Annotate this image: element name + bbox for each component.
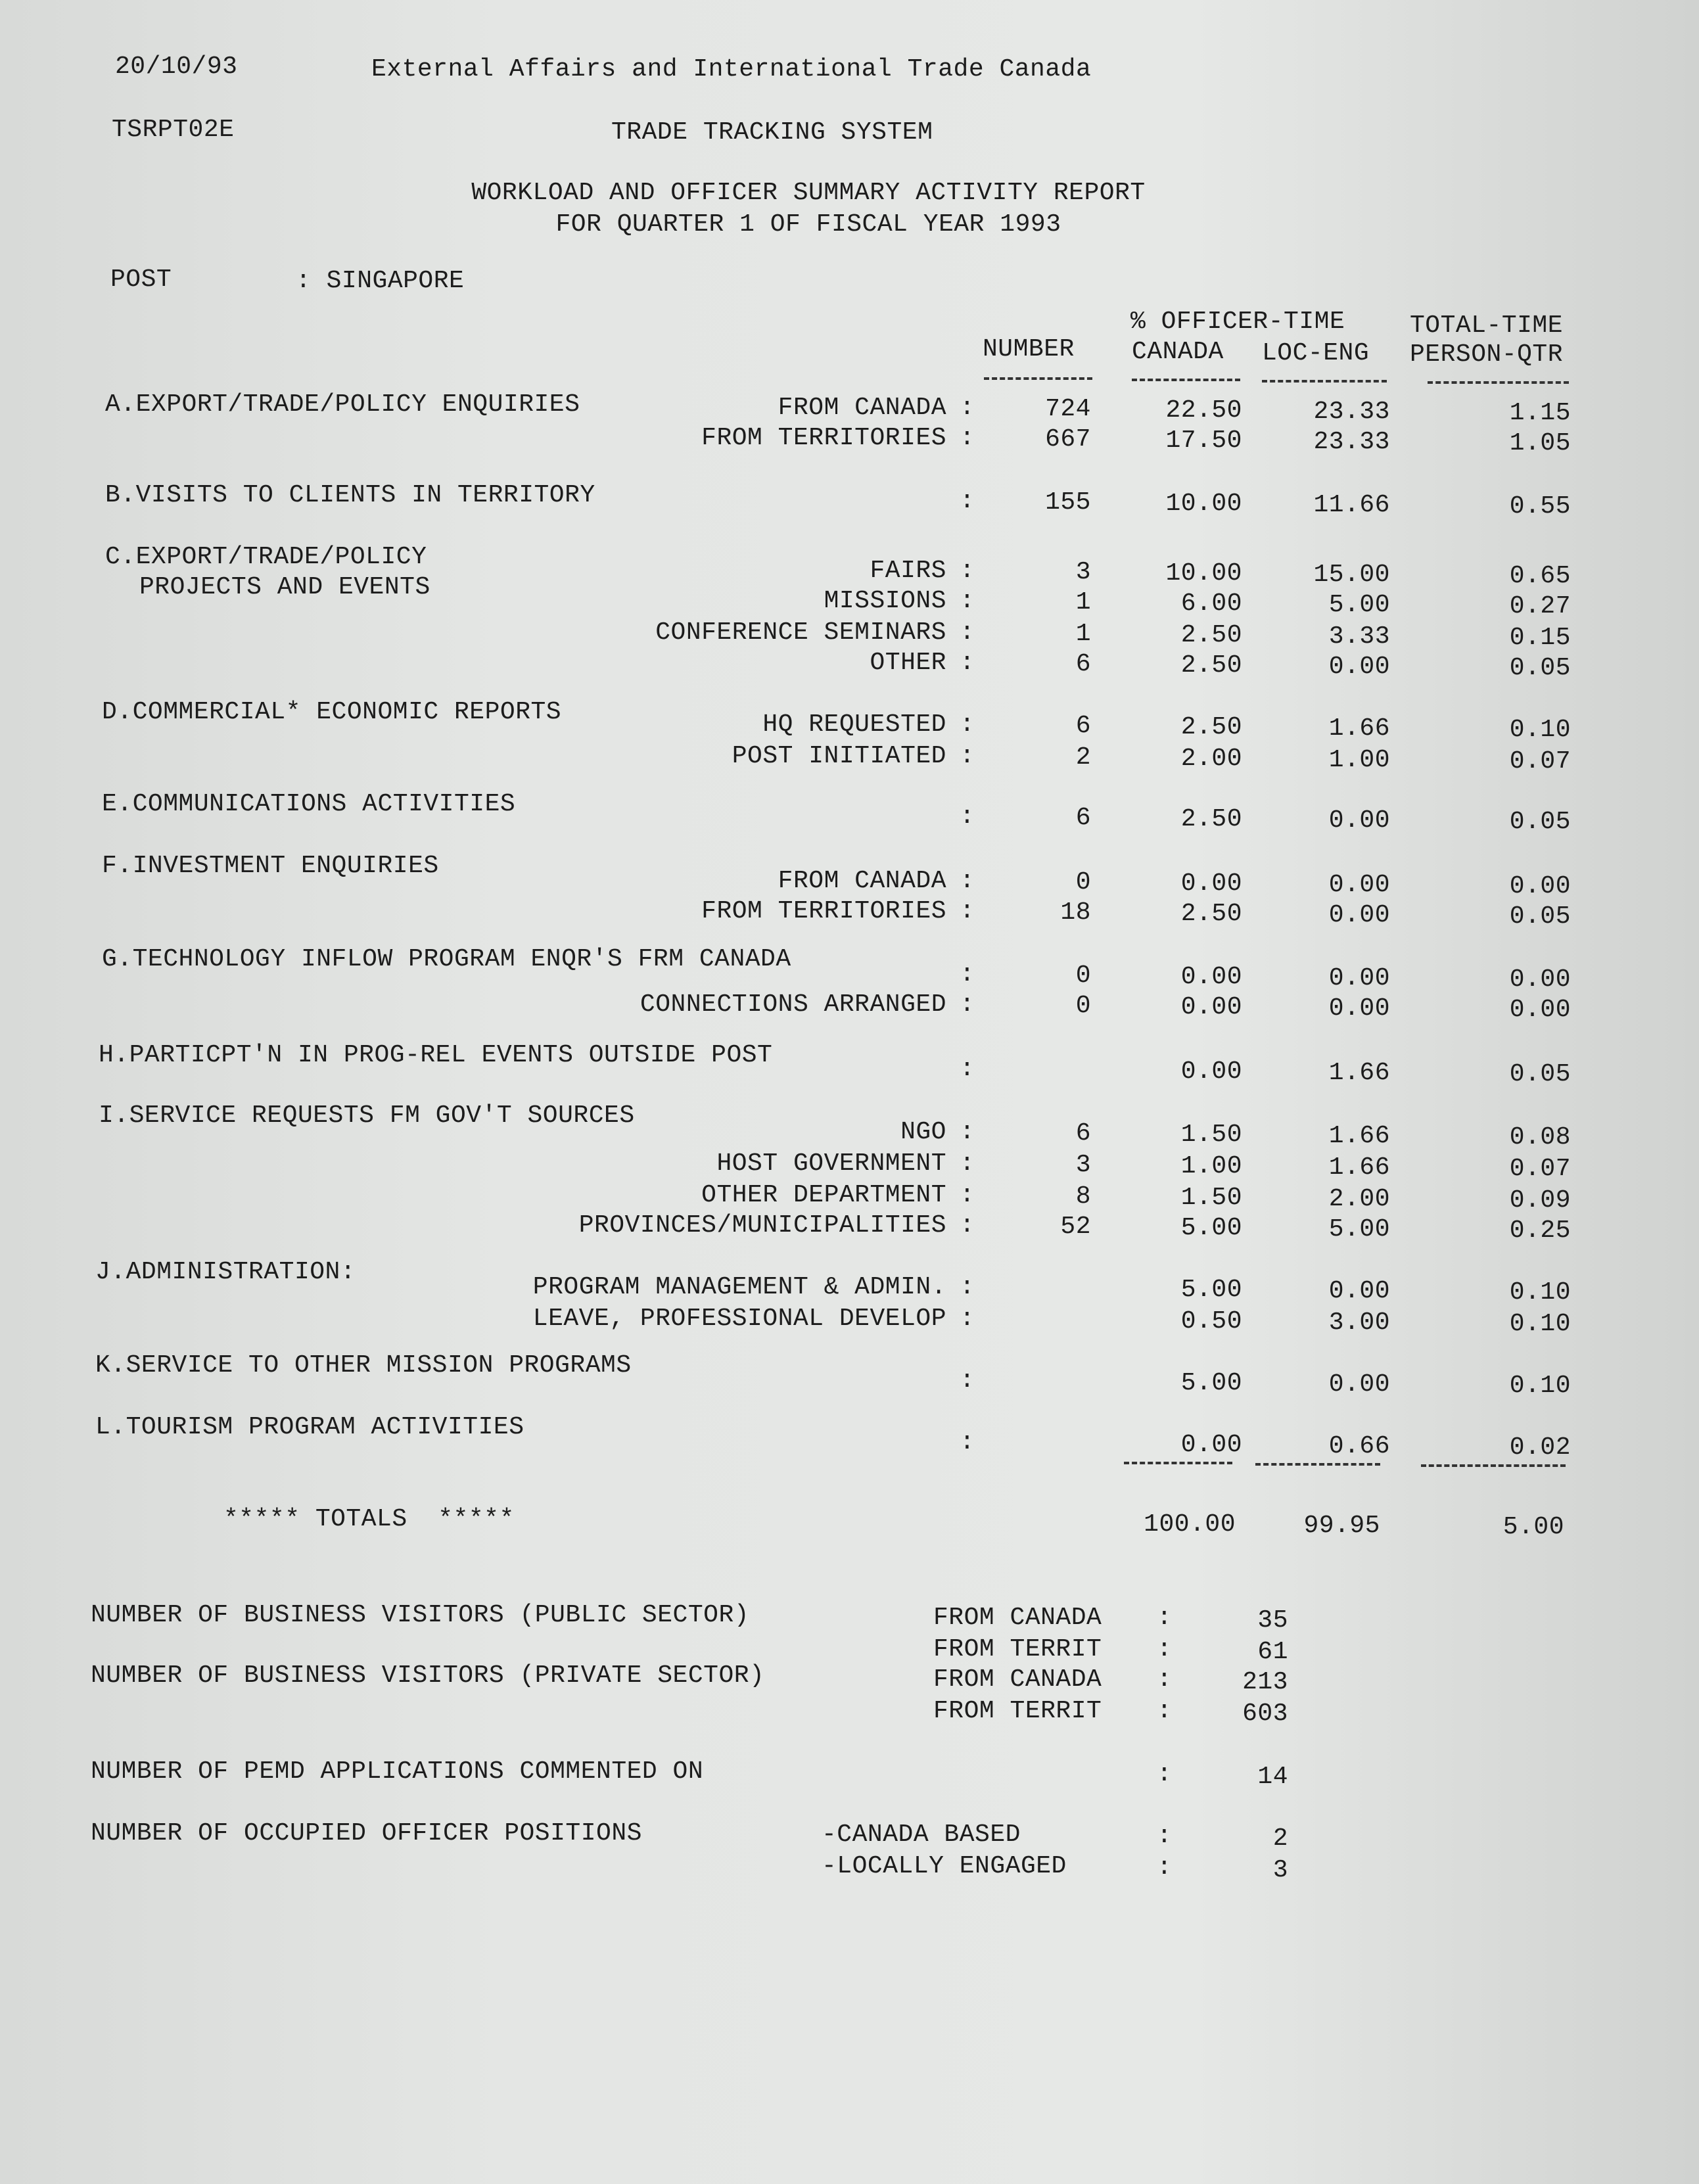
section-a-label: A.EXPORT/TRADE/POLICY ENQUIRIES — [105, 390, 580, 419]
row-number: 0 — [1075, 992, 1091, 1020]
col-header-officer-time: % OFFICER-TIME — [1130, 308, 1345, 336]
row-loc-eng-pct: 0.66 — [1328, 1432, 1390, 1460]
row-canada-pct: 0.50 — [1180, 1307, 1242, 1336]
row-colon: : — [960, 1366, 975, 1395]
row-canada-pct: 2.00 — [1180, 745, 1242, 773]
col-header-person-qtr: PERSON-QTR — [1410, 340, 1564, 369]
row-sublabel: NGO — [900, 1118, 946, 1146]
section-c-label-2: PROJECTS AND EVENTS — [139, 573, 431, 601]
row-number: 155 — [1045, 488, 1091, 517]
totals-loc-eng: 99.95 — [1303, 1512, 1380, 1540]
row-sublabel: HOST GOVERNMENT — [716, 1150, 946, 1178]
row-canada-pct: 5.00 — [1180, 1276, 1242, 1304]
row-canada-pct: 1.00 — [1180, 1152, 1242, 1180]
visitors-public-canada-value: 35 — [1257, 1606, 1288, 1635]
row-number: 18 — [1060, 898, 1091, 927]
row-loc-eng-pct: 15.00 — [1313, 561, 1390, 589]
section-c-label: C.EXPORT/TRADE/POLICY — [105, 543, 427, 571]
row-colon: : — [960, 1211, 975, 1240]
row-loc-eng-pct: 1.66 — [1328, 1059, 1390, 1087]
row-number: 724 — [1045, 395, 1091, 423]
officers-canada-value: 2 — [1272, 1824, 1288, 1853]
row-number: 3 — [1075, 558, 1091, 586]
visitors-colon-1: : — [1157, 1604, 1173, 1632]
section-i-label: I.SERVICE REQUESTS FM GOV'T SOURCES — [99, 1102, 635, 1130]
row-colon: : — [960, 618, 975, 647]
section-j-label: J.ADMINISTRATION: — [95, 1258, 356, 1286]
row-canada-pct: 0.00 — [1180, 870, 1242, 898]
row-colon: : — [960, 867, 975, 895]
row-person-qtr: 0.15 — [1509, 624, 1571, 652]
agency-name: External Affairs and International Trade Canada — [371, 55, 1092, 83]
pemd-value: 14 — [1257, 1763, 1288, 1791]
report-id: TSRPT02E — [112, 116, 235, 144]
row-person-qtr: 0.00 — [1509, 996, 1571, 1024]
row-person-qtr: 0.08 — [1509, 1123, 1571, 1151]
visitors-public-label: NUMBER OF BUSINESS VISITORS (PUBLIC SECTOR) — [91, 1601, 750, 1629]
header-rule-canada — [1132, 379, 1240, 381]
officers-colon-1: : — [1157, 1822, 1173, 1850]
row-person-qtr: 0.10 — [1509, 1310, 1571, 1338]
header-rule-number — [984, 377, 1092, 380]
row-sublabel: PROGRAM MANAGEMENT & ADMIN. — [532, 1273, 946, 1301]
col-header-loc-eng: LOC-ENG — [1262, 339, 1370, 367]
row-colon: : — [960, 710, 975, 739]
row-colon: : — [960, 960, 975, 988]
row-loc-eng-pct: 1.66 — [1328, 1122, 1390, 1150]
section-d-label: D.COMMERCIAL* ECONOMIC REPORTS — [102, 698, 562, 726]
row-person-qtr: 0.55 — [1509, 492, 1571, 521]
row-person-qtr: 0.10 — [1509, 1278, 1571, 1307]
row-canada-pct: 0.00 — [1180, 963, 1242, 991]
visitors-public-territ-value: 61 — [1257, 1638, 1288, 1666]
row-person-qtr: 0.10 — [1509, 716, 1571, 744]
row-person-qtr: 0.00 — [1509, 965, 1571, 994]
row-number: 0 — [1075, 868, 1091, 896]
row-sublabel: LEAVE, PROFESSIONAL DEVELOP — [532, 1305, 946, 1333]
row-person-qtr: 0.05 — [1509, 1060, 1571, 1088]
row-sublabel: HQ REQUESTED — [762, 710, 946, 739]
row-loc-eng-pct: 0.00 — [1328, 964, 1390, 992]
row-number: 6 — [1075, 650, 1091, 678]
row-loc-eng-pct: 3.33 — [1328, 622, 1390, 651]
row-colon: : — [960, 587, 975, 615]
visitors-private-canada-value: 213 — [1242, 1668, 1288, 1696]
row-canada-pct: 10.00 — [1165, 559, 1242, 588]
row-loc-eng-pct: 2.00 — [1328, 1185, 1390, 1213]
row-loc-eng-pct: 0.00 — [1328, 994, 1390, 1023]
row-person-qtr: 0.07 — [1509, 1155, 1571, 1183]
row-person-qtr: 0.05 — [1509, 808, 1571, 836]
report-date: 20/10/93 — [115, 53, 238, 81]
officers-local-label: -LOCALLY ENGAGED — [822, 1852, 1067, 1880]
row-person-qtr: 0.05 — [1509, 654, 1571, 682]
row-sublabel: FROM TERRITORIES — [701, 897, 946, 925]
row-loc-eng-pct: 0.00 — [1328, 1277, 1390, 1305]
row-colon: : — [960, 649, 975, 677]
row-loc-eng-pct: 5.00 — [1328, 591, 1390, 619]
section-g-label: G.TECHNOLOGY INFLOW PROGRAM ENQR'S FRM CANADA — [102, 945, 791, 973]
totals-rule-canada — [1124, 1462, 1232, 1464]
row-person-qtr: 1.05 — [1509, 429, 1571, 457]
section-l-label: L.TOURISM PROGRAM ACTIVITIES — [95, 1413, 524, 1441]
col-header-total-time: TOTAL-TIME — [1410, 312, 1564, 340]
row-sublabel: CONNECTIONS ARRANGED — [640, 990, 946, 1019]
row-number: 2 — [1075, 743, 1091, 772]
row-person-qtr: 0.65 — [1509, 562, 1571, 590]
row-colon: : — [960, 1181, 975, 1209]
officers-local-value: 3 — [1272, 1856, 1288, 1884]
row-person-qtr: 0.27 — [1509, 592, 1571, 620]
row-canada-pct: 0.00 — [1180, 1431, 1242, 1459]
section-h-label: H.PARTICPT'N IN PROG-REL EVENTS OUTSIDE POST — [99, 1041, 773, 1069]
row-person-qtr: 1.15 — [1509, 399, 1571, 427]
totals-canada: 100.00 — [1144, 1510, 1236, 1539]
row-number: 3 — [1075, 1151, 1091, 1179]
col-header-number: NUMBER — [983, 335, 1075, 363]
row-sublabel: POST INITIATED — [732, 742, 946, 770]
row-number: 6 — [1075, 1119, 1091, 1148]
row-colon: : — [960, 1305, 975, 1333]
header-rule-loc-eng — [1262, 380, 1387, 383]
post-value: : SINGAPORE — [296, 267, 465, 295]
header-rule-person-qtr — [1428, 381, 1569, 384]
report-subtitle: FOR QUARTER 1 OF FISCAL YEAR 1993 — [555, 210, 1061, 239]
row-colon: : — [960, 990, 975, 1019]
row-sublabel: OTHER — [870, 649, 946, 677]
section-k-label: K.SERVICE TO OTHER MISSION PROGRAMS — [95, 1351, 632, 1380]
totals-person-qtr: 5.00 — [1502, 1513, 1564, 1541]
row-colon: : — [960, 802, 975, 831]
row-number: 6 — [1075, 712, 1091, 740]
system-name: TRADE TRACKING SYSTEM — [611, 118, 933, 147]
row-number: 1 — [1075, 620, 1091, 648]
post-label: POST — [110, 266, 172, 294]
row-sublabel: FROM TERRITORIES — [701, 424, 946, 452]
row-colon: : — [960, 1118, 975, 1146]
row-loc-eng-pct: 0.00 — [1328, 1370, 1390, 1399]
row-loc-eng-pct: 5.00 — [1328, 1215, 1390, 1243]
report-title: WORKLOAD AND OFFICER SUMMARY ACTIVITY REPORT — [471, 179, 1146, 207]
row-colon: : — [960, 394, 975, 422]
row-sublabel: FROM CANADA — [778, 867, 946, 895]
pemd-colon: : — [1157, 1760, 1173, 1788]
row-sublabel: FROM CANADA — [778, 394, 946, 422]
section-e-label: E.COMMUNICATIONS ACTIVITIES — [102, 790, 516, 818]
row-canada-pct: 2.50 — [1180, 621, 1242, 649]
visitors-colon-2: : — [1157, 1635, 1173, 1663]
pemd-label: NUMBER OF PEMD APPLICATIONS COMMENTED ON — [91, 1757, 704, 1786]
row-sublabel: PROVINCES/MUNICIPALITIES — [578, 1211, 946, 1240]
row-canada-pct: 17.50 — [1165, 427, 1242, 455]
row-loc-eng-pct: 3.00 — [1328, 1309, 1390, 1337]
totals-label: ***** TOTALS ***** — [223, 1505, 515, 1533]
row-canada-pct: 2.50 — [1180, 900, 1242, 928]
row-canada-pct: 0.00 — [1180, 1057, 1242, 1086]
row-canada-pct: 22.50 — [1165, 396, 1242, 425]
row-canada-pct: 1.50 — [1180, 1121, 1242, 1149]
row-colon: : — [960, 424, 975, 452]
row-loc-eng-pct: 0.00 — [1328, 871, 1390, 899]
row-canada-pct: 0.00 — [1180, 993, 1242, 1021]
officers-canada-label: -CANADA BASED — [822, 1821, 1021, 1849]
row-loc-eng-pct: 11.66 — [1313, 491, 1390, 519]
row-sublabel: CONFERENCE SEMINARS — [655, 618, 946, 647]
row-number: 6 — [1075, 804, 1091, 832]
row-person-qtr: 0.09 — [1509, 1186, 1571, 1215]
row-loc-eng-pct: 23.33 — [1313, 398, 1390, 426]
row-colon: : — [960, 1428, 975, 1456]
row-number: 1 — [1075, 588, 1091, 616]
row-person-qtr: 0.25 — [1509, 1217, 1571, 1245]
row-loc-eng-pct: 23.33 — [1313, 428, 1390, 456]
row-canada-pct: 6.00 — [1180, 590, 1242, 618]
visitors-private-territ-value: 603 — [1242, 1700, 1288, 1728]
row-number: 0 — [1075, 962, 1091, 990]
row-canada-pct: 10.00 — [1165, 490, 1242, 518]
col-header-canada: CANADA — [1132, 338, 1224, 366]
row-canada-pct: 2.50 — [1180, 713, 1242, 741]
row-colon: : — [960, 487, 975, 515]
row-sublabel: OTHER DEPARTMENT — [701, 1181, 946, 1209]
officers-colon-2: : — [1157, 1853, 1173, 1882]
visitors-public-from-territ: FROM TERRIT — [933, 1635, 1102, 1663]
visitors-private-from-canada: FROM CANADA — [933, 1665, 1102, 1694]
visitors-colon-4: : — [1157, 1697, 1173, 1725]
row-sublabel: MISSIONS — [824, 587, 946, 615]
row-loc-eng-pct: 0.00 — [1328, 901, 1390, 929]
totals-rule-person-qtr — [1421, 1464, 1566, 1467]
row-loc-eng-pct: 0.00 — [1328, 653, 1390, 681]
row-number: 8 — [1075, 1182, 1091, 1211]
section-f-label: F.INVESTMENT ENQUIRIES — [102, 852, 439, 880]
section-b-label: B.VISITS TO CLIENTS IN TERRITORY — [105, 481, 595, 509]
visitors-private-from-territ: FROM TERRIT — [933, 1697, 1102, 1725]
officers-label: NUMBER OF OCCUPIED OFFICER POSITIONS — [91, 1819, 642, 1847]
row-canada-pct: 5.00 — [1180, 1214, 1242, 1242]
row-colon: : — [960, 1273, 975, 1301]
row-loc-eng-pct: 1.00 — [1328, 746, 1390, 774]
row-colon: : — [960, 557, 975, 585]
row-canada-pct: 1.50 — [1180, 1184, 1242, 1212]
row-number: 667 — [1045, 425, 1091, 453]
row-colon: : — [960, 1150, 975, 1178]
row-loc-eng-pct: 1.66 — [1328, 714, 1390, 743]
row-canada-pct: 2.50 — [1180, 805, 1242, 833]
row-colon: : — [960, 742, 975, 770]
totals-rule-loc-eng — [1255, 1463, 1380, 1466]
visitors-colon-3: : — [1157, 1665, 1173, 1694]
row-canada-pct: 2.50 — [1180, 651, 1242, 680]
row-person-qtr: 0.02 — [1509, 1433, 1571, 1462]
row-loc-eng-pct: 0.00 — [1328, 806, 1390, 835]
row-person-qtr: 0.05 — [1509, 902, 1571, 931]
row-number: 52 — [1060, 1213, 1091, 1241]
row-loc-eng-pct: 1.66 — [1328, 1153, 1390, 1182]
visitors-public-from-canada: FROM CANADA — [933, 1604, 1102, 1632]
row-sublabel: FAIRS — [870, 557, 946, 585]
row-canada-pct: 5.00 — [1180, 1369, 1242, 1397]
row-person-qtr: 0.10 — [1509, 1372, 1571, 1400]
row-person-qtr: 0.00 — [1509, 872, 1571, 900]
row-person-qtr: 0.07 — [1509, 747, 1571, 776]
row-colon: : — [960, 1055, 975, 1083]
row-colon: : — [960, 897, 975, 925]
visitors-private-label: NUMBER OF BUSINESS VISITORS (PRIVATE SECTOR) — [91, 1661, 765, 1690]
